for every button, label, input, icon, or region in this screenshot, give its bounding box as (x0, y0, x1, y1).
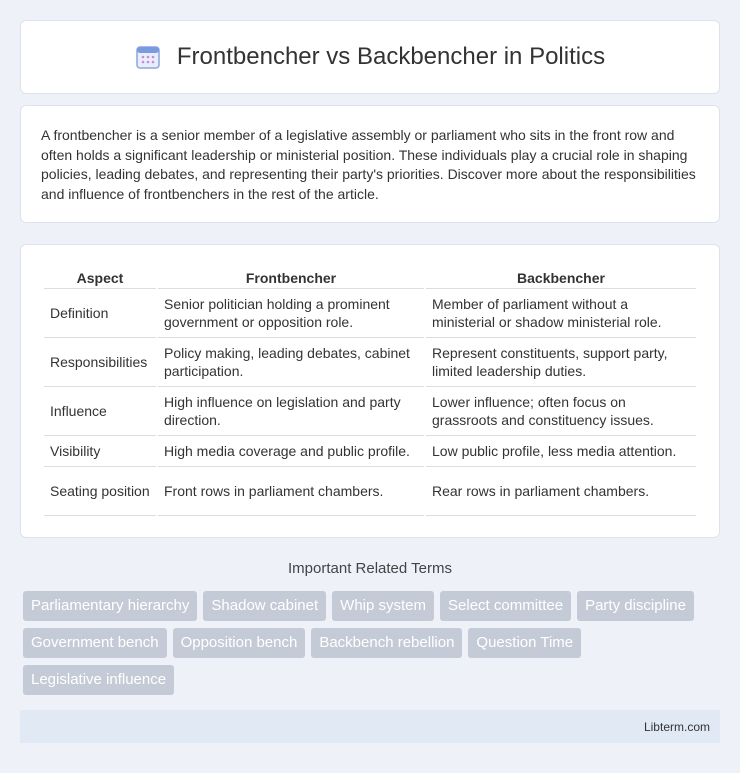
tag-government-bench[interactable]: Government bench (23, 628, 167, 658)
cell-backbencher: Member of parliament without a ministerial or shadow ministerial role. (426, 289, 696, 338)
cell-backbencher: Rear rows in parliament chambers. (426, 467, 696, 516)
table-row (44, 467, 696, 516)
cell-frontbencher: Policy making, leading debates, cabinet participation. (158, 338, 424, 387)
tag-backbench-rebellion[interactable]: Backbench rebellion (311, 628, 462, 658)
tag-opposition-bench[interactable]: Opposition bench (173, 628, 306, 658)
cell-aspect: Responsibilities (44, 338, 156, 387)
footer (20, 710, 720, 743)
intro-text: A frontbencher is a senior member of a legislative assembly or parliament who sits in the front row and often holds a significant leadership or ministerial position. These individuals play a crucial role in shaping policies, leading debates, and representing their party's priorities. Discover more about the responsibilities and influence of frontbenchers in the rest of the article. (41, 127, 696, 202)
table-row (44, 338, 696, 387)
tag-whip-system[interactable]: Whip system (332, 591, 434, 621)
cell-aspect: Definition (44, 289, 156, 338)
tag-parliamentary-hierarchy[interactable]: Parliamentary hierarchy (23, 591, 197, 621)
footer-site-link[interactable]: Libterm.com (643, 719, 710, 734)
cell-aspect: Influence (44, 387, 156, 436)
tag-legislative-influence[interactable]: Legislative influence (23, 665, 174, 695)
table-header-row (44, 265, 696, 289)
related-terms-title: Important Related Terms (288, 560, 452, 577)
tag-question-time[interactable]: Question Time (468, 628, 581, 658)
cell-backbencher: Represent constituents, support party, limited leadership duties. (426, 338, 696, 387)
header-aspect: Aspect (44, 265, 156, 289)
header-backbencher: Backbencher (426, 265, 696, 289)
cell-backbencher: Low public profile, less media attention. (426, 436, 696, 467)
cell-aspect: Visibility (44, 436, 156, 467)
related-terms-list (23, 591, 723, 695)
cell-frontbencher: Senior politician holding a prominent government or opposition role. (158, 289, 424, 338)
cell-frontbencher: High media coverage and public profile. (158, 436, 424, 467)
intro-card (20, 105, 720, 223)
tag-select-committee[interactable]: Select committee (440, 591, 571, 621)
header-card (20, 20, 720, 94)
cell-frontbencher: Front rows in parliament chambers. (158, 467, 424, 516)
cell-backbencher: Lower influence; often focus on grassroots and constituency issues. (426, 387, 696, 436)
tag-shadow-cabinet[interactable]: Shadow cabinet (203, 591, 326, 621)
cell-frontbencher: High influence on legislation and party direction. (158, 387, 424, 436)
header-frontbencher: Frontbencher (158, 265, 424, 289)
title-wrap (135, 43, 605, 71)
table-row (44, 289, 696, 338)
calendar-icon (135, 44, 161, 70)
tag-party-discipline[interactable]: Party discipline (577, 591, 694, 621)
comparison-card (20, 244, 720, 538)
table-row (44, 387, 696, 436)
page-title: Frontbencher vs Backbencher in Politics (176, 43, 606, 70)
table-row (44, 436, 696, 467)
comparison-table (42, 265, 698, 516)
cell-aspect: Seating position (44, 467, 156, 516)
